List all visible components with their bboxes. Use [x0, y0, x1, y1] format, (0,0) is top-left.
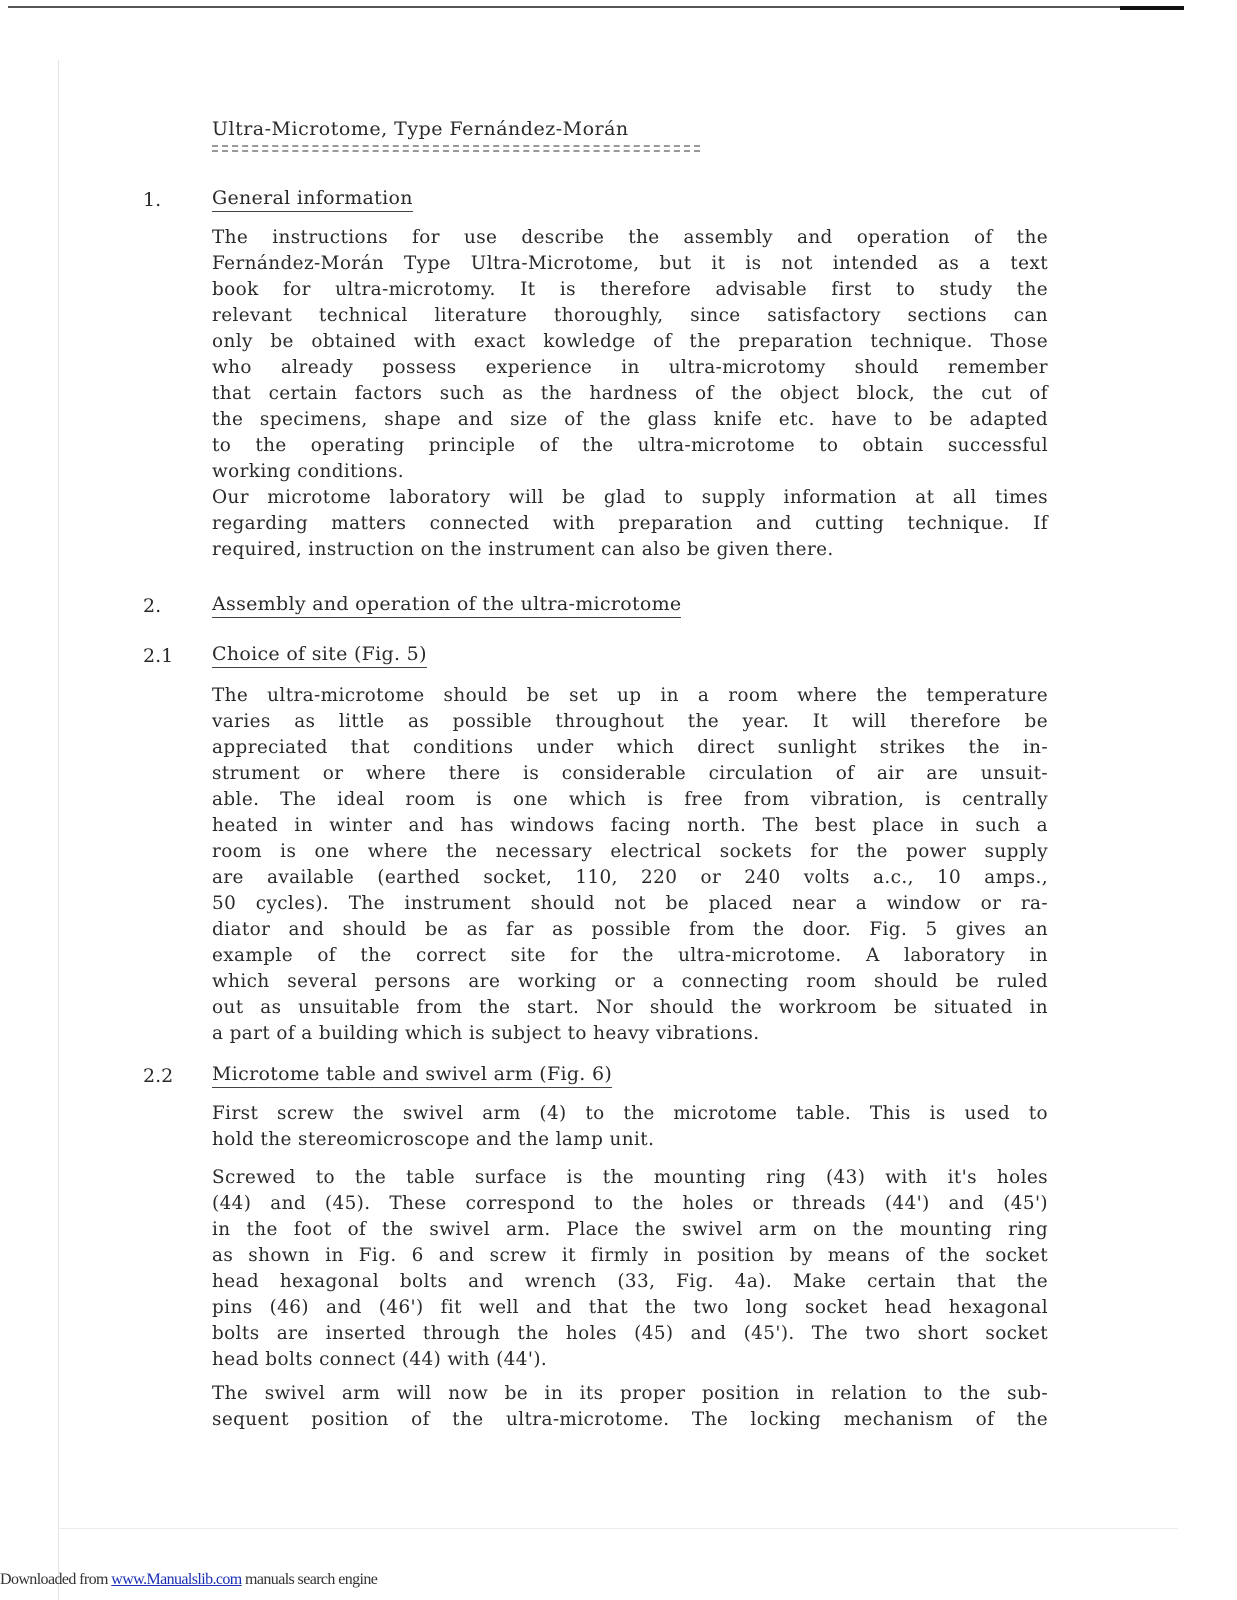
text-line: head bolts connect (44) with (44'). [212, 1349, 548, 1370]
text-line: sequent position of the ultra-microtome. The locking mechanism of the [212, 1409, 1048, 1430]
text-line: only be obtained with exact kowledge of the preparation technique. Those [212, 331, 1048, 352]
text-line: diator and should be as far as possible from the door. Fig. 5 gives an [212, 919, 1048, 940]
page-bottom-rule [58, 1528, 1178, 1529]
text-line: the specimens, shape and size of the glass knife etc. have to be adapted [212, 409, 1048, 430]
text-line: Our microtome laboratory will be glad to supply information at all times [212, 487, 1048, 508]
text-line: as shown in Fig. 6 and screw it firmly in position by means of the socket [212, 1245, 1048, 1266]
text-line: book for ultra-microtomy. It is therefore advisable first to study the [212, 279, 1048, 300]
text-line: in the foot of the swivel arm. Place the swivel arm on the mounting ring [212, 1219, 1048, 1240]
text-line: pins (46) and (46') fit well and that the two long socket head hexagonal [212, 1297, 1048, 1318]
paragraph [212, 1381, 1048, 1433]
top-rule-heavy [1120, 6, 1184, 10]
text-line: Fernández-Morán Type Ultra-Microtome, but it is not intended as a text [212, 253, 1048, 274]
text-line: hold the stereomicroscope and the lamp unit. [212, 1129, 655, 1150]
text-line: heated in winter and has windows facing north. The best place in such a [212, 815, 1048, 836]
text-line: working conditions. [212, 461, 405, 482]
text-line: relevant technical literature thoroughly, since satisfactory sections can [212, 305, 1048, 326]
text-line: that certain factors such as the hardness of the object block, the cut of [212, 383, 1048, 404]
text-line: are available (earthed socket, 110, 220 or 240 volts a.c., 10 amps., [212, 867, 1048, 888]
text-line: (44) and (45). These correspond to the holes or threads (44') and (45') [212, 1193, 1048, 1214]
footer-prefix: Downloaded from [0, 1571, 112, 1588]
manualslib-link[interactable]: www.Manualslib.com [111, 1571, 242, 1588]
document-title: Ultra-Microtome, Type Fernández-Morán [212, 118, 629, 140]
text-line: out as unsuitable from the start. Nor should the workroom be situated in [212, 997, 1048, 1018]
section-heading: Assembly and operation of the ultra-microtome [212, 593, 681, 618]
text-line: regarding matters connected with preparation and cutting technique. If [212, 513, 1048, 534]
text-line: The instructions for use describe the assembly and operation of the [212, 227, 1048, 248]
text-line: First screw the swivel arm (4) to the microtome table. This is used to [212, 1103, 1048, 1124]
section-heading: General information [212, 187, 413, 212]
section-number: 2.2 [143, 1065, 174, 1087]
text-line: varies as little as possible throughout the year. It will therefore be [212, 711, 1048, 732]
text-line: Screwed to the table surface is the mounting ring (43) with it's holes [212, 1167, 1048, 1188]
title-double-underline [212, 145, 700, 152]
text-line: The swivel arm will now be in its proper position in relation to the sub- [212, 1383, 1048, 1404]
text-line: to the operating principle of the ultra-microtome to obtain successful [212, 435, 1048, 456]
section-number: 1. [143, 189, 162, 211]
text-line: a part of a building which is subject to heavy vibrations. [212, 1023, 760, 1044]
text-line: bolts are inserted through the holes (45) and (45'). The two short socket [212, 1323, 1048, 1344]
text-line: room is one where the necessary electrical sockets for the power supply [212, 841, 1048, 862]
top-rule [8, 6, 1184, 8]
text-line: strument or where there is considerable circulation of air are unsuit- [212, 763, 1048, 784]
text-line: 50 cycles). The instrument should not be placed near a window or ra- [212, 893, 1048, 914]
text-line: who already possess experience in ultra-microtomy should remember [212, 357, 1048, 378]
footer-suffix: manuals search engine [241, 1571, 378, 1588]
page-left-edge [58, 60, 59, 1600]
paragraph [212, 683, 1048, 1047]
section-number: 2. [143, 595, 162, 617]
text-line: appreciated that conditions under which direct sunlight strikes the in- [212, 737, 1048, 758]
text-line: example of the correct site for the ultra-microtome. A laboratory in [212, 945, 1048, 966]
text-line: The ultra-microtome should be set up in a room where the temperature [212, 685, 1048, 706]
paragraph [212, 1101, 1048, 1153]
text-line: head hexagonal bolts and wrench (33, Fig. 4a). Make certain that the [212, 1271, 1048, 1292]
paragraph [212, 1165, 1048, 1373]
download-footer [0, 1571, 377, 1589]
section-number: 2.1 [143, 645, 174, 667]
paragraph [212, 225, 1048, 563]
section-heading: Choice of site (Fig. 5) [212, 643, 427, 668]
section-heading: Microtome table and swivel arm (Fig. 6) [212, 1063, 612, 1088]
text-line: able. The ideal room is one which is free from vibration, is centrally [212, 789, 1048, 810]
text-line: which several persons are working or a connecting room should be ruled [212, 971, 1048, 992]
text-line: required, instruction on the instrument can also be given there. [212, 539, 834, 560]
